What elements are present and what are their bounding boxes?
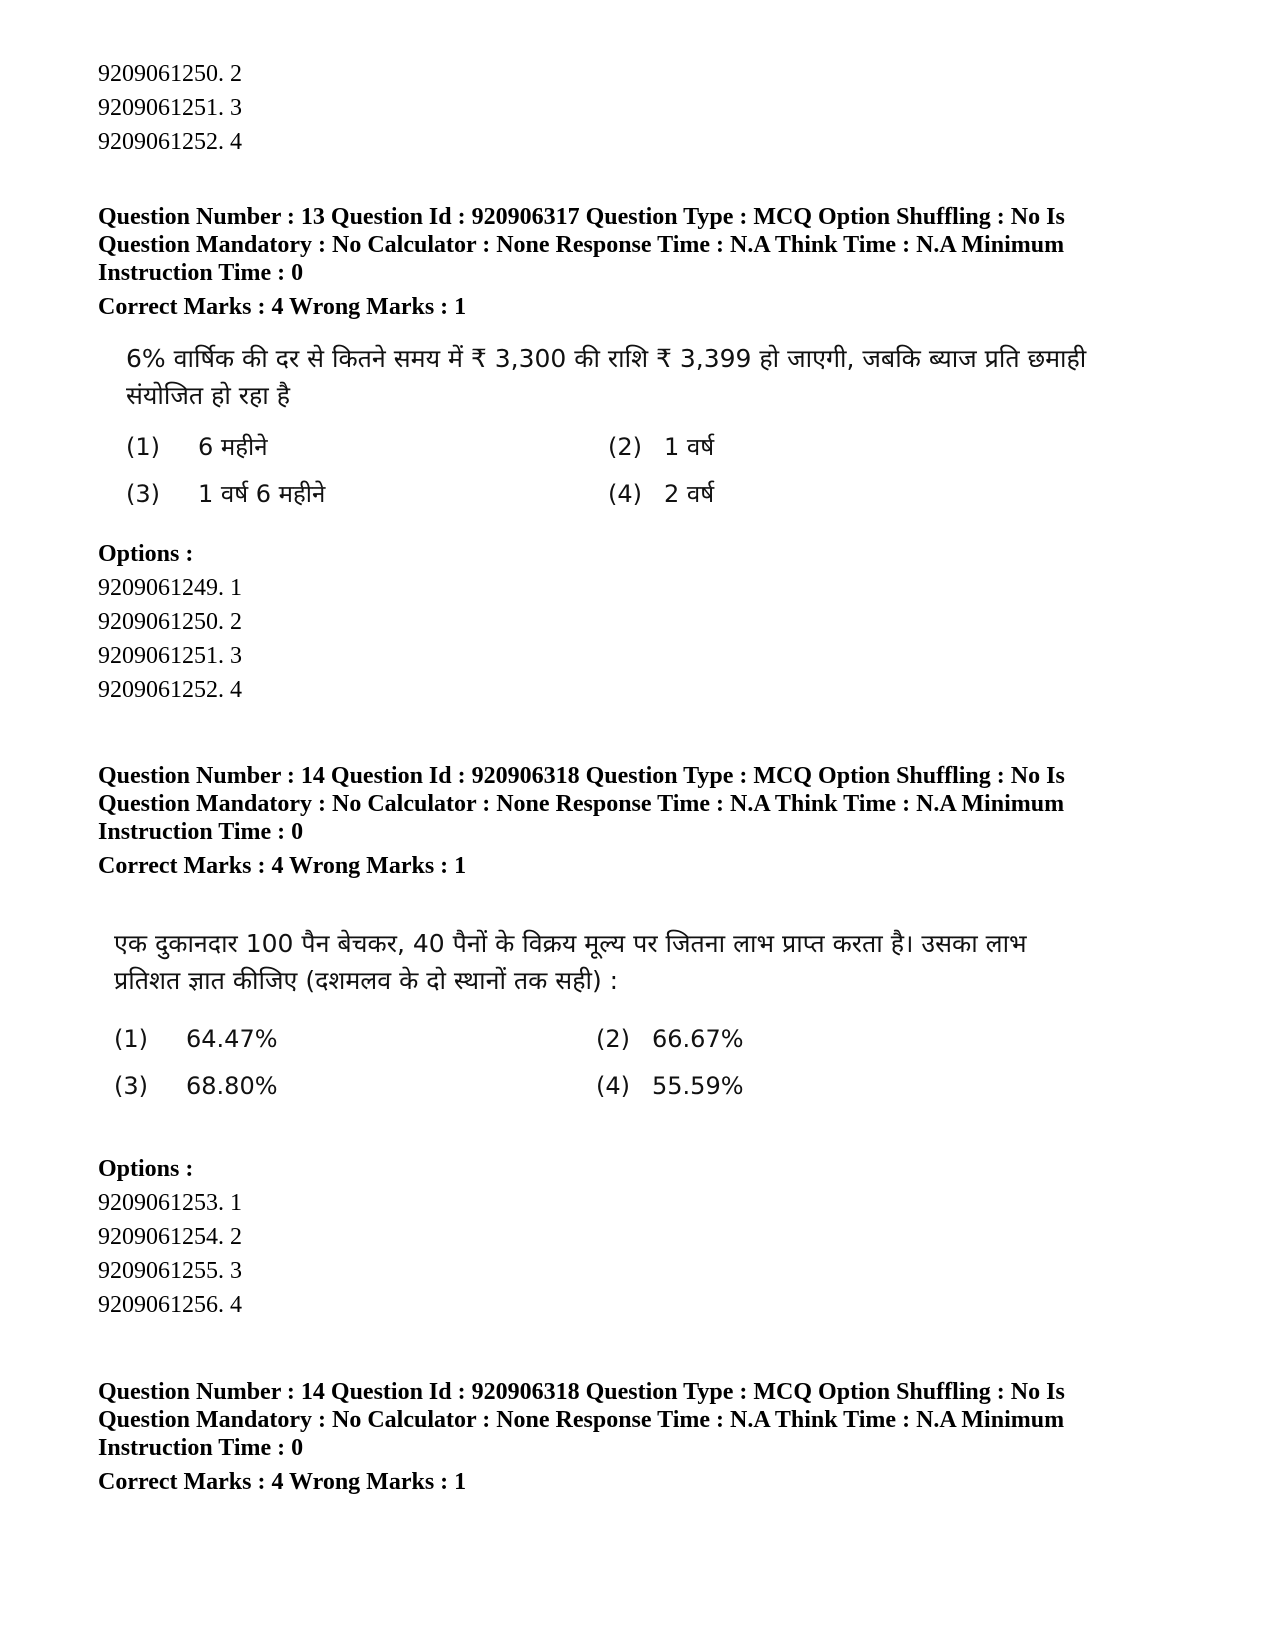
q14-repeat-meta xyxy=(98,1378,1118,1496)
option-line: 9209061253. 1 xyxy=(98,1190,242,1216)
option-line: 9209061249. 1 xyxy=(98,575,242,601)
q13-meta-line: Question Number : 13 Question Id : 920906317 Question Type : MCQ Option Shuffling : No Is xyxy=(98,204,1065,230)
option-line: 9209061250. 2 xyxy=(98,61,242,87)
q14-question-text xyxy=(114,925,1027,999)
q13-choice-2: (2) 1 वर्ष xyxy=(608,433,715,461)
q13-choice-3: (3) 1 वर्ष 6 महीने xyxy=(126,480,326,508)
q13-meta xyxy=(98,203,1118,321)
top-options-list xyxy=(98,57,1118,159)
options-label: Options : xyxy=(98,541,194,567)
q13-text-line: 6% वार्षिक की दर से कितने समय में ₹ 3,300 की राशि ₹ 3,399 हो जाएगी, जबकि ब्याज प्रति छमाही xyxy=(126,344,1087,373)
options-label: Options : xyxy=(98,1156,194,1182)
q13-options xyxy=(98,537,1118,707)
q13-choice-4: (4) 2 वर्ष xyxy=(608,480,715,508)
q14-choice-2: (2) 66.67% xyxy=(596,1025,744,1053)
q13-text-line: संयोजित हो रहा है xyxy=(126,381,290,410)
q14-choice-3: (3) 68.80% xyxy=(114,1072,278,1100)
q14-meta-line: Question Mandatory : No Calculator : None Response Time : N.A Think Time : N.A Minimum xyxy=(98,791,1065,817)
option-line: 9209061255. 3 xyxy=(98,1258,242,1284)
q14-repeat-meta-line: Question Number : 14 Question Id : 920906318 Question Type : MCQ Option Shuffling : No Is xyxy=(98,1379,1065,1405)
option-line: 9209061254. 2 xyxy=(98,1224,242,1250)
q14-meta-line: Instruction Time : 0 xyxy=(98,819,304,845)
q13-marks: Correct Marks : 4 Wrong Marks : 1 xyxy=(98,294,467,320)
option-line: 9209061256. 4 xyxy=(98,1292,242,1318)
q14-text-line: प्रतिशत ज्ञात कीजिए (दशमलव के दो स्थानों तक सही) : xyxy=(114,966,619,995)
option-line: 9209061251. 3 xyxy=(98,643,242,669)
q13-meta-line: Instruction Time : 0 xyxy=(98,260,304,286)
q14-choice-4: (4) 55.59% xyxy=(596,1072,744,1100)
option-line: 9209061250. 2 xyxy=(98,609,242,635)
q14-choice-1: (1) 64.47% xyxy=(114,1025,278,1053)
q13-question-image xyxy=(118,340,1128,520)
option-line: 9209061252. 4 xyxy=(98,129,242,155)
option-line: 9209061251. 3 xyxy=(98,95,242,121)
q14-repeat-meta-line: Question Mandatory : No Calculator : None Response Time : N.A Think Time : N.A Minimum xyxy=(98,1407,1065,1433)
q14-options xyxy=(98,1152,1118,1322)
q13-question-text xyxy=(126,340,1086,414)
q13-choice-1: (1) 6 महीने xyxy=(126,433,268,461)
q14-marks: Correct Marks : 4 Wrong Marks : 1 xyxy=(98,853,467,879)
q14-meta xyxy=(98,762,1118,880)
q14-text-line: एक दुकानदार 100 पैन बेचकर, 40 पैनों के विक्रय मूल्य पर जितना लाभ प्राप्त करता है। उसका लाभ xyxy=(114,929,1027,958)
option-line: 9209061252. 4 xyxy=(98,677,242,703)
q14-repeat-meta-line: Instruction Time : 0 xyxy=(98,1435,304,1461)
q14-meta-line: Question Number : 14 Question Id : 920906318 Question Type : MCQ Option Shuffling : No Is xyxy=(98,763,1065,789)
q13-meta-line: Question Mandatory : No Calculator : None Response Time : N.A Think Time : N.A Minimum xyxy=(98,232,1065,258)
q14-repeat-marks: Correct Marks : 4 Wrong Marks : 1 xyxy=(98,1469,467,1495)
q14-question-image xyxy=(106,925,1116,1105)
